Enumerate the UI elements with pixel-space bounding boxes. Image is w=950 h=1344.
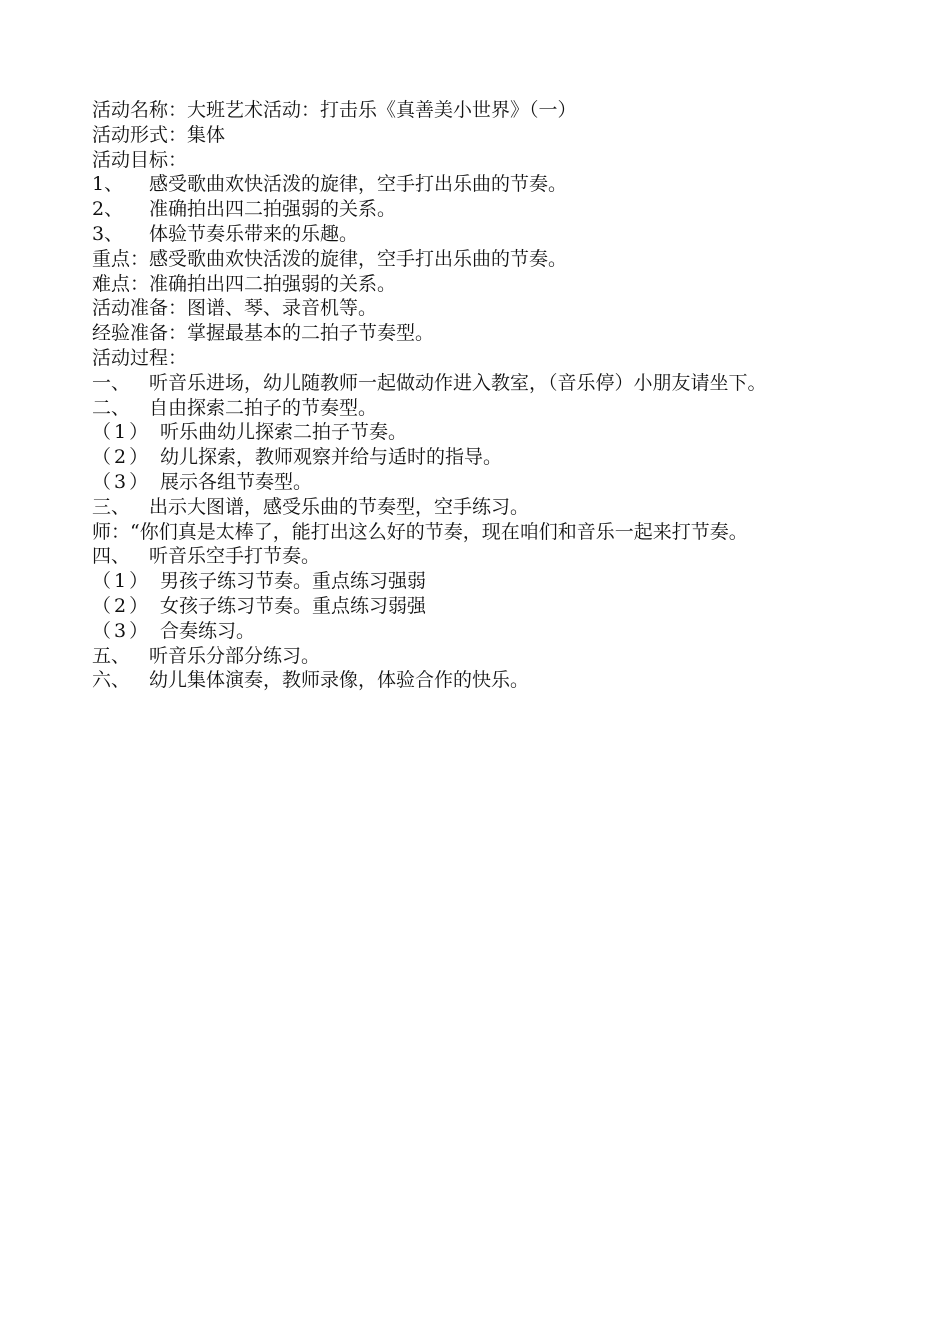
process-step (92, 396, 912, 421)
process-step (92, 544, 912, 569)
activity-form-line (92, 123, 912, 148)
line-text: 合奏练习。 (160, 619, 256, 642)
line-text: 幼儿探索，教师观察并给与适时的指导。 (160, 446, 503, 469)
item-number: 2、 (92, 198, 124, 221)
goal-item (92, 222, 912, 247)
goal-item (92, 172, 912, 197)
line-text: 男孩子练习节奏。重点练习强弱 (160, 570, 427, 593)
line-text: 听音乐空手打节奏。 (149, 545, 321, 568)
step-number: 一、 (92, 371, 131, 394)
item-number: 3、 (92, 222, 124, 245)
sub-step-number: （1） (92, 570, 152, 593)
activity-prep-line (92, 296, 912, 321)
sub-step-number: （3） (92, 470, 152, 493)
line-text: 感受歌曲欢快活泼的旋律，空手打出乐曲的节奏。 (149, 173, 568, 196)
line-text: 活动形式：集体 (92, 123, 226, 146)
key-point-line (92, 247, 912, 272)
activity-process-heading (92, 346, 912, 371)
line-text: 活动准备：图谱、琴、录音机等。 (92, 297, 378, 320)
line-text: 活动目标： (92, 148, 188, 171)
sub-step-number: （2） (92, 594, 152, 617)
sub-step-number: （3） (92, 619, 152, 642)
line-text: 体验节奏乐带来的乐趣。 (149, 222, 359, 245)
process-step (92, 495, 912, 520)
experience-prep-line (92, 321, 912, 346)
document-page (92, 98, 912, 693)
step-number: 六、 (92, 669, 131, 692)
sub-step (92, 470, 912, 495)
process-step (92, 371, 912, 396)
line-text: 自由探索二拍子的节奏型。 (149, 396, 378, 419)
sub-step (92, 619, 912, 644)
sub-step (92, 569, 912, 594)
activity-name-line (92, 98, 912, 123)
line-text: 准确拍出四二拍强弱的关系。 (149, 198, 397, 221)
line-text: 重点：感受歌曲欢快活泼的旋律，空手打出乐曲的节奏。 (92, 247, 568, 270)
line-text: 听乐曲幼儿探索二拍子节奏。 (160, 421, 408, 444)
sub-step-number: （2） (92, 446, 152, 469)
sub-step (92, 420, 912, 445)
line-text: 经验准备：掌握最基本的二拍子节奏型。 (92, 322, 435, 345)
step-number: 四、 (92, 545, 131, 568)
step-number: 二、 (92, 396, 131, 419)
process-step (92, 668, 912, 693)
line-text: 听音乐分部分练习。 (149, 644, 321, 667)
sub-step-number: （1） (92, 421, 152, 444)
line-text: 师：“你们真是太棒了，能打出这么好的节奏，现在咱们和音乐一起来打节奏。 (92, 520, 748, 543)
sub-step (92, 594, 912, 619)
teacher-quote-line (92, 520, 912, 545)
line-text: 幼儿集体演奏，教师录像，体验合作的快乐。 (149, 669, 530, 692)
line-text: 女孩子练习节奏。重点练习弱强 (160, 594, 427, 617)
line-text: 听音乐进场，幼儿随教师一起做动作进入教室，（音乐停）小朋友请坐下。 (149, 371, 767, 394)
line-text: 出示大图谱，感受乐曲的节奏型，空手练习。 (149, 495, 530, 518)
difficulty-line (92, 272, 912, 297)
step-number: 三、 (92, 495, 131, 518)
step-number: 五、 (92, 644, 131, 667)
line-text: 活动名称：大班艺术活动：打击乐《真善美小世界》（一） (92, 99, 577, 121)
activity-goals-heading (92, 148, 912, 173)
line-text: 难点：准确拍出四二拍强弱的关系。 (92, 272, 397, 295)
goal-item (92, 197, 912, 222)
item-number: 1、 (92, 173, 124, 196)
sub-step (92, 445, 912, 470)
line-text: 展示各组节奏型。 (160, 470, 313, 493)
line-text: 活动过程： (92, 346, 188, 369)
process-step (92, 644, 912, 669)
